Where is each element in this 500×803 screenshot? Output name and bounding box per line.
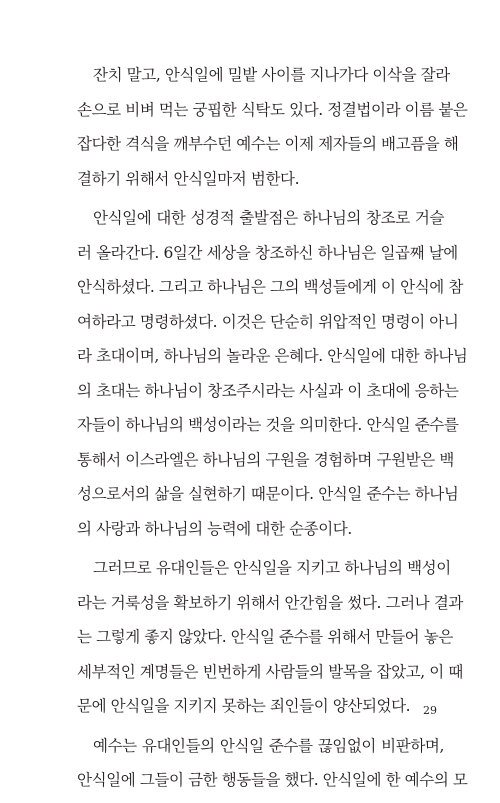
text-line: 는 그렇게 좋지 않았다. 안식일 준수를 위해서 만들어 놓은 <box>77 628 453 646</box>
text-line: 의 사랑과 하나님의 능력에 대한 순종이다. <box>77 519 352 538</box>
text-line: 의 초대는 하나님이 창조주시라는 사실과 이 초대에 응하는 <box>77 381 459 400</box>
text-line: 세부적인 계명들은 빈번하게 사람들의 발목을 잡았고, 이 때 <box>77 662 463 681</box>
text-line: 통해서 이스라엘은 하나님의 구원을 경험하며 구원받은 백 <box>77 450 454 469</box>
text-line: 성으로서의 삶을 실현하기 때문이다. 안식일 준수는 하나님 <box>77 485 459 503</box>
text-line: 잔치 말고, 안식일에 밀밭 사이를 지나가다 이삭을 잘라 <box>93 66 450 84</box>
text-line: 예수는 유대인들의 안식일 준수를 끊임없이 비판하며, <box>93 736 444 755</box>
page-body <box>77 58 468 803</box>
text-line: 그러므로 유대인들은 안식일을 지키고 하나님의 백성이 <box>93 559 451 577</box>
page-number: 29 <box>423 704 437 717</box>
text-line: 손으로 비벼 먹는 궁핍한 식탁도 있다. 정결법이라 이름 붙은 <box>77 100 468 119</box>
text-line: 잡다한 격식을 깨부수던 예수는 이제 제자들의 배고픔을 해 <box>77 135 459 153</box>
paragraph-4 <box>77 729 468 798</box>
text-line: 안식하셨다. 그리고 하나님은 그의 백성들에게 이 안식에 참 <box>77 278 463 296</box>
text-line: 라 초대이며, 하나님의 놀라운 은혜다. 안식일에 대한 하나님 <box>77 347 468 365</box>
text-line: 여하라고 명령하셨다. 이것은 단순히 위압적인 명령이 아니 <box>77 312 459 331</box>
text-line: 라는 거룩성을 확보하기 위해서 안간힘을 썼다. 그러나 결과 <box>77 593 463 612</box>
paragraph-1 <box>77 58 468 196</box>
paragraph-3 <box>77 551 463 724</box>
text-line: 자들이 하나님의 백성이라는 것을 의미한다. 안식일 준수를 <box>77 416 459 434</box>
paragraph-2 <box>77 201 468 546</box>
text-line: 문에 안식일을 지키지 못하는 죄인들이 양산되었다. <box>77 697 411 715</box>
text-line: 결하기 위해서 안식일마저 범한다. <box>77 169 300 188</box>
text-line: 러 올라간다. 6일간 세상을 창조하신 하나님은 일곱째 날에 <box>77 243 458 262</box>
text-line: 안식일에 그들이 금한 행동들을 했다. 안식일에 한 예수의 모 <box>77 771 468 789</box>
text-line: 안식일에 대한 성경적 출발점은 하나님의 창조로 거슬 <box>93 209 444 227</box>
